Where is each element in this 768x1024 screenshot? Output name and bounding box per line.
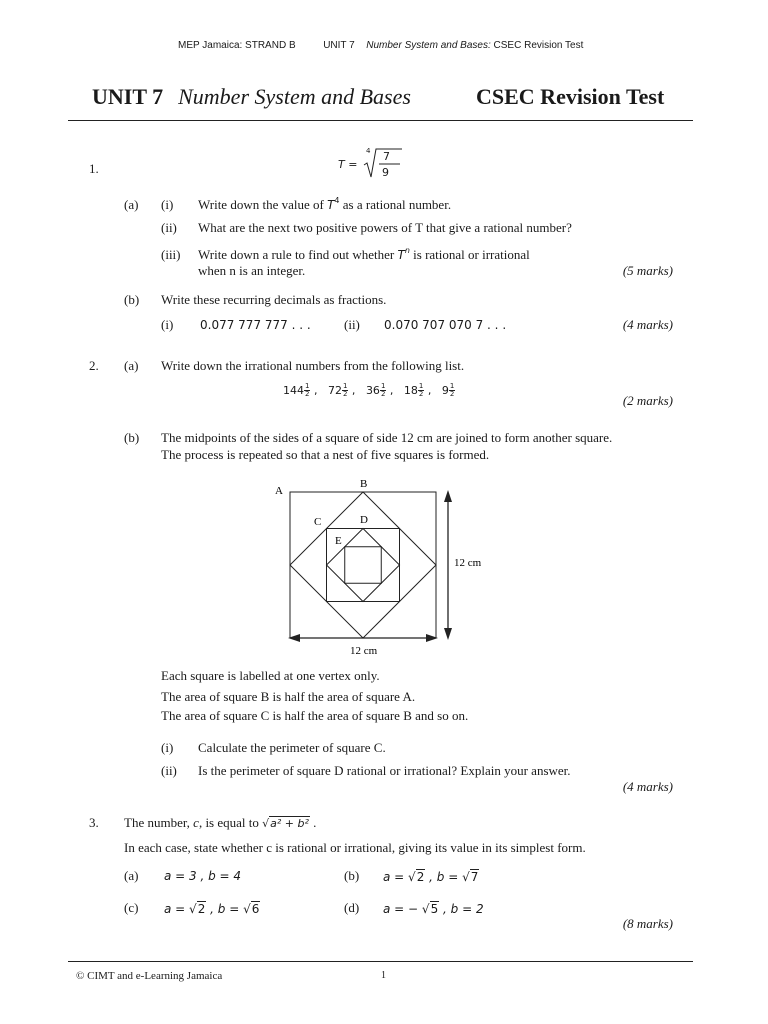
q1a-iii-line2: when n is an integer. bbox=[198, 263, 306, 278]
q2-marks: (4 marks) bbox=[622, 779, 673, 794]
title-unit: UNIT 7 bbox=[92, 84, 164, 109]
q2b-line1: The midpoints of the sides of a square of side 12 cm are joined to form another square. bbox=[161, 430, 613, 445]
q1b-text: Write these recurring decimals as fractions. bbox=[161, 292, 387, 307]
side-length-label: 12 cm bbox=[454, 557, 482, 569]
label-d: D bbox=[360, 514, 368, 526]
q2b-note2: The area of square B is half the area of square A. bbox=[161, 689, 416, 704]
q2b-ii-label: (ii) bbox=[161, 763, 177, 778]
label-e: E bbox=[335, 535, 342, 547]
label-c: C bbox=[314, 516, 322, 528]
q1b-marks: (4 marks) bbox=[622, 317, 673, 332]
q3d-label: (d) bbox=[344, 900, 360, 915]
q3c-expr: a = √2 , b = √6 bbox=[164, 902, 260, 916]
q3d-expr: a = − √5 , b = 2 bbox=[383, 902, 484, 916]
arrow-down-icon bbox=[444, 628, 452, 640]
q1a-i-exp: 4 bbox=[334, 196, 340, 205]
title-test: CSEC Revision Test bbox=[476, 84, 665, 109]
square-e bbox=[345, 547, 382, 584]
q3a-label: (a) bbox=[124, 868, 139, 883]
q1-formula-lhs: T = bbox=[338, 158, 358, 171]
running-header-unit: UNIT 7 bbox=[323, 40, 355, 51]
list-item: 9 $\frac{1}{2}$ bbox=[441, 382, 455, 398]
list-item: 18 $\frac{1}{2}$ , bbox=[403, 382, 439, 398]
running-header-test: CSEC Revision Test bbox=[493, 40, 584, 51]
q1a-ii-text: What are the next two positive powers of T that give a rational number? bbox=[198, 220, 572, 235]
q1a-iii-text bbox=[198, 247, 530, 263]
q1a-i-label: (i) bbox=[161, 197, 174, 212]
q3-number: 3. bbox=[89, 815, 99, 830]
q3-marks: (8 marks) bbox=[622, 916, 673, 931]
list-item: 36 $\frac{1}{2}$ , bbox=[365, 382, 401, 398]
q1a-iii-after: is rational or irrational bbox=[413, 247, 530, 262]
q2b-label: (b) bbox=[124, 430, 140, 445]
q1a-iii-exp: n bbox=[404, 246, 410, 255]
q2a-text: Write down the irrational numbers from the following list. bbox=[161, 358, 465, 373]
q1a-i-text bbox=[198, 197, 451, 213]
footer-copyright: © CIMT and e-Learning Jamaica bbox=[76, 970, 223, 982]
q1a-iii-var: T bbox=[397, 248, 405, 262]
q2b-note1: Each square is labelled at one vertex only. bbox=[161, 668, 380, 683]
q1b-ii-value: 0.070 707 070 7 . . . bbox=[384, 318, 507, 332]
q1a-ii-label: (ii) bbox=[161, 220, 177, 235]
q1-number: 1. bbox=[89, 161, 99, 176]
running-header-topic: Number System and Bases: bbox=[366, 40, 491, 51]
q1a-marks: (5 marks) bbox=[622, 263, 673, 278]
label-a: A bbox=[275, 485, 283, 497]
q2b-i-label: (i) bbox=[161, 740, 174, 755]
q2b-note3: The area of square C is half the area of square B and so on. bbox=[161, 708, 469, 723]
q3-intro-before: The number, bbox=[124, 815, 190, 830]
q2a-marks: (2 marks) bbox=[622, 393, 673, 408]
q1-root-index: 4 bbox=[366, 147, 371, 155]
nested-squares-diagram bbox=[0, 470, 768, 670]
q3-intro-var: c bbox=[193, 815, 199, 830]
q1a-label: (a) bbox=[124, 197, 139, 212]
q3b-label: (b) bbox=[344, 868, 360, 883]
q1a-iii-before: Write down a rule to find out whether bbox=[198, 247, 395, 262]
q1-frac-num: 7 bbox=[383, 150, 390, 163]
page-title bbox=[92, 84, 411, 110]
q3-intro: The number, c, is equal to √a² + b² . bbox=[124, 815, 317, 830]
list-item: 72 $\frac{1}{2}$ , bbox=[327, 382, 363, 398]
q3c-label: (c) bbox=[124, 900, 139, 915]
q2b-line2: The process is repeated so that a nest of five squares is formed. bbox=[161, 447, 490, 462]
q3-intro-after: , is equal to bbox=[198, 815, 259, 830]
q3-line2: In each case, state whether c is rational or irrational, giving its value in its simplest form. bbox=[124, 840, 586, 855]
q3-radicand: a² + b² bbox=[270, 817, 309, 830]
q3b-expr: a = √2 , b = √7 bbox=[383, 870, 479, 884]
q2a-label: (a) bbox=[124, 358, 139, 373]
footer-rule bbox=[68, 961, 693, 962]
q1b-i-value: 0.077 777 777 . . . bbox=[200, 318, 311, 332]
q1a-i-before: Write down the value of bbox=[198, 197, 324, 212]
q1b-i-label: (i) bbox=[161, 317, 174, 332]
q2b-ii-text: Is the perimeter of square D rational or irrational? Explain your answer. bbox=[198, 763, 571, 778]
q1b-ii-label: (ii) bbox=[344, 317, 360, 332]
q2a-number-list bbox=[283, 383, 455, 398]
list-item: 144 $\frac{1}{2}$ , bbox=[283, 382, 325, 398]
title-topic: Number System and Bases bbox=[178, 84, 411, 109]
q1-radical-sign bbox=[362, 145, 422, 181]
q1b-label: (b) bbox=[124, 292, 140, 307]
label-b: B bbox=[360, 478, 368, 490]
running-header bbox=[178, 40, 583, 51]
q1a-i-var: T bbox=[327, 198, 335, 212]
q3a-expr: a = 3 , b = 4 bbox=[164, 869, 242, 883]
running-header-strand: MEP Jamaica: STRAND B bbox=[178, 40, 296, 51]
q1-frac-den: 9 bbox=[382, 166, 389, 179]
q1a-i-after: as a rational number. bbox=[342, 197, 452, 212]
arrow-up-icon bbox=[444, 490, 452, 502]
q2-number: 2. bbox=[89, 358, 99, 373]
page-number: 1 bbox=[381, 970, 386, 981]
title-rule bbox=[68, 120, 693, 121]
bottom-length-label: 12 cm bbox=[350, 645, 378, 657]
q2b-i-text: Calculate the perimeter of square C. bbox=[198, 740, 386, 755]
q1a-iii-label: (iii) bbox=[161, 247, 181, 262]
